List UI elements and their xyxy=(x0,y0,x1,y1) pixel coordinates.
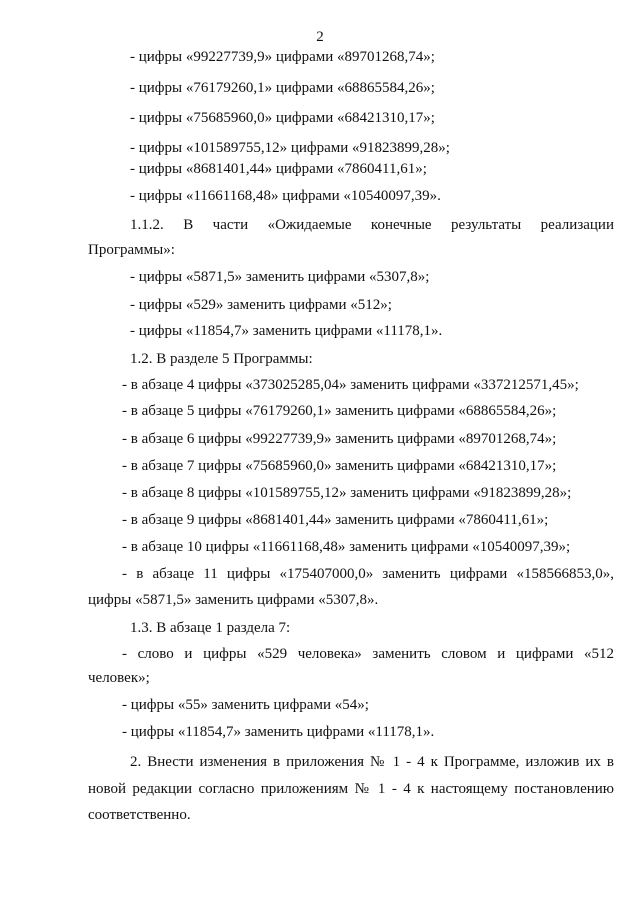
text-line: - в абзаце 11 цифры «175407000,0» заменить цифрами «158566853,0», xyxy=(122,566,614,582)
text-line: - цифры «55» заменить цифрами «54»; xyxy=(122,697,369,713)
text-line: - цифры «8681401,44» цифрами «7860411,61»; xyxy=(130,161,427,177)
text-line: 2. Внести изменения в приложения № 1 - 4 к Программе, изложив их в xyxy=(130,754,614,770)
text-line: - в абзаце 4 цифры «373025285,04» заменить цифрами «337212571,45»; xyxy=(122,377,579,393)
page-number: 2 xyxy=(316,29,324,45)
text-line: - цифры «11854,7» заменить цифрами «11178,1». xyxy=(130,323,443,339)
text-line: - слово и цифры «529 человека» заменить словом и цифрами «512 xyxy=(122,646,614,662)
text-line: - в абзаце 5 цифры «76179260,1» заменить цифрами «68865584,26»; xyxy=(122,403,557,419)
text-line: - цифры «11661168,48» цифрами «10540097,39». xyxy=(130,188,441,204)
text-line: 1.1.2. В части «Ожидаемые конечные результаты реализации xyxy=(130,217,614,233)
text-line: - цифры «99227739,9» цифрами «89701268,74»; xyxy=(130,49,435,65)
text-line: цифры «5871,5» заменить цифрами «5307,8». xyxy=(88,592,379,608)
text-line: 1.3. В абзаце 1 раздела 7: xyxy=(130,620,291,636)
text-line: человек»; xyxy=(88,670,150,686)
text-line: Программы»: xyxy=(88,242,175,258)
text-line: - в абзаце 8 цифры «101589755,12» заменить цифрами «91823899,28»; xyxy=(122,485,572,501)
text-line: - цифры «101589755,12» цифрами «91823899,28»; xyxy=(130,140,450,156)
text-line: - цифры «11854,7» заменить цифрами «11178,1». xyxy=(122,724,435,740)
text-line: новой редакции согласно приложениям № 1 - 4 к настоящему постановлению xyxy=(88,781,614,797)
text-line: - в абзаце 7 цифры «75685960,0» заменить цифрами «68421310,17»; xyxy=(122,458,557,474)
text-line: соответственно. xyxy=(88,807,191,823)
text-line: - в абзаце 6 цифры «99227739,9» заменить цифрами «89701268,74»; xyxy=(122,431,557,447)
text-line: - в абзаце 10 цифры «11661168,48» заменить цифрами «10540097,39»; xyxy=(122,539,571,555)
text-line: - цифры «75685960,0» цифрами «68421310,17»; xyxy=(130,110,435,126)
text-line: - в абзаце 9 цифры «8681401,44» заменить цифрами «7860411,61»; xyxy=(122,512,549,528)
text-line: - цифры «5871,5» заменить цифрами «5307,8»; xyxy=(130,269,430,285)
text-line: - цифры «529» заменить цифрами «512»; xyxy=(130,297,392,313)
text-line: - цифры «76179260,1» цифрами «68865584,26»; xyxy=(130,80,435,96)
text-line: 1.2. В разделе 5 Программы: xyxy=(130,351,313,367)
